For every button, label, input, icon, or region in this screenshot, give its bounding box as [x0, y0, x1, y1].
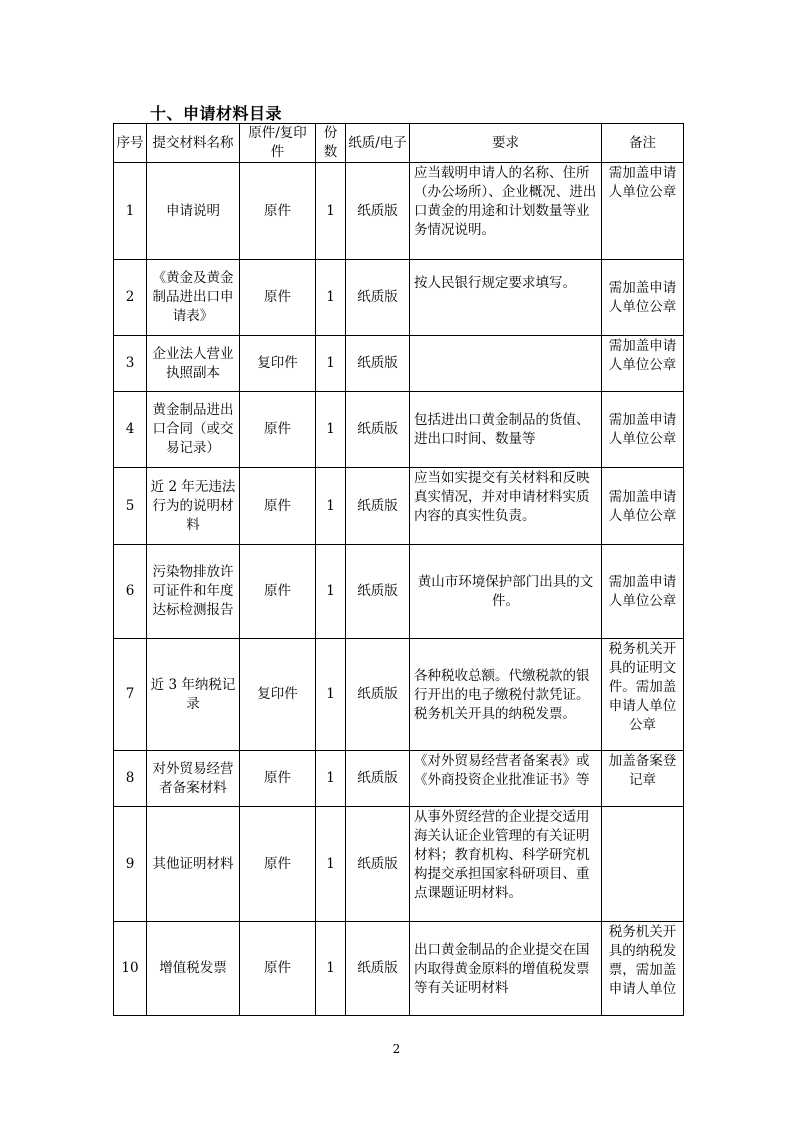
header-type: 原件/复印件	[240, 124, 316, 163]
cell-seq: 5	[114, 468, 147, 545]
cell-medium: 纸质版	[346, 807, 410, 922]
cell-name: 近 3 年纳税记录	[147, 639, 240, 751]
cell-copies: 1	[316, 468, 346, 545]
cell-medium: 纸质版	[346, 751, 410, 807]
cell-seq: 10	[114, 922, 147, 1016]
cell-type: 原件	[240, 260, 316, 336]
section-heading: 十、申请材料目录	[150, 104, 283, 123]
cell-type: 原件	[240, 922, 316, 1016]
header-copies: 份数	[316, 124, 346, 163]
cell-requirement: 黄山市环境保护部门出具的文件。	[410, 545, 602, 639]
cell-copies: 1	[316, 260, 346, 336]
table-row	[114, 639, 684, 751]
cell-medium: 纸质版	[346, 392, 410, 468]
header-seq: 序号	[114, 124, 147, 163]
table-row	[114, 922, 684, 1016]
cell-requirement: 包括进出口黄金制品的货值、进出口时间、数量等	[410, 392, 602, 468]
cell-name: 对外贸易经营者备案材料	[147, 751, 240, 807]
cell-medium: 纸质版	[346, 260, 410, 336]
cell-copies: 1	[316, 807, 346, 922]
cell-note: 税务机关开具的纳税发票，需加盖申请人单位	[602, 922, 684, 1016]
cell-requirement: 《对外贸易经营者备案表》或《外商投资企业批准证书》等	[410, 751, 602, 807]
table-header-row	[114, 124, 684, 163]
header-name: 提交材料名称	[147, 124, 240, 163]
cell-copies: 1	[316, 751, 346, 807]
cell-name: 增值税发票	[147, 922, 240, 1016]
cell-type: 复印件	[240, 336, 316, 392]
header-requirement: 要求	[410, 124, 602, 163]
cell-name: 黄金制品进出口合同（或交易记录）	[147, 392, 240, 468]
cell-type: 原件	[240, 807, 316, 922]
table-row	[114, 163, 684, 260]
cell-type: 复印件	[240, 639, 316, 751]
cell-name: 《黄金及黄金制品进出口申请表》	[147, 260, 240, 336]
cell-seq: 9	[114, 807, 147, 922]
cell-seq: 2	[114, 260, 147, 336]
cell-requirement: 应当载明申请人的名称、住所（办公场所）、企业概况、进出口黄金的用途和计划数量等业务情况说明。	[410, 163, 602, 260]
cell-note: 需加盖申请人单位公章	[602, 545, 684, 639]
cell-copies: 1	[316, 392, 346, 468]
cell-medium: 纸质版	[346, 639, 410, 751]
cell-copies: 1	[316, 922, 346, 1016]
cell-requirement: 应当如实提交有关材料和反映真实情况，并对申请材料实质内容的真实性负责。	[410, 468, 602, 545]
cell-seq: 7	[114, 639, 147, 751]
cell-type: 原件	[240, 468, 316, 545]
cell-requirement: 出口黄金制品的企业提交在国内取得黄金原料的增值税发票等有关证明材料	[410, 922, 602, 1016]
cell-name: 其他证明材料	[147, 807, 240, 922]
cell-name: 污染物排放许可证件和年度达标检测报告	[147, 545, 240, 639]
cell-type: 原件	[240, 163, 316, 260]
table-row	[114, 468, 684, 545]
cell-name: 近 2 年无违法行为的说明材料	[147, 468, 240, 545]
cell-copies: 1	[316, 639, 346, 751]
cell-copies: 1	[316, 163, 346, 260]
cell-note: 需加盖申请人单位公章	[602, 260, 684, 336]
cell-note: 加盖备案登记章	[602, 751, 684, 807]
header-medium: 纸质/电子	[346, 124, 410, 163]
table-row	[114, 807, 684, 922]
cell-medium: 纸质版	[346, 545, 410, 639]
cell-requirement: 各种税收总额。代缴税款的银行开出的电子缴税付款凭证。税务机关开具的纳税发票。	[410, 639, 602, 751]
cell-note: 需加盖申请人单位公章	[602, 468, 684, 545]
page-number: 2	[392, 1042, 401, 1056]
cell-medium: 纸质版	[346, 468, 410, 545]
cell-seq: 8	[114, 751, 147, 807]
cell-seq: 4	[114, 392, 147, 468]
cell-requirement: 从事外贸经营的企业提交适用海关认证企业管理的有关证明材料；教育机构、科学研究机构提交承担国家科研项目、重点课题证明材料。	[410, 807, 602, 922]
cell-name: 企业法人营业执照副本	[147, 336, 240, 392]
cell-copies: 1	[316, 336, 346, 392]
materials-table	[113, 123, 684, 1016]
cell-name: 申请说明	[147, 163, 240, 260]
cell-medium: 纸质版	[346, 336, 410, 392]
cell-seq: 1	[114, 163, 147, 260]
cell-medium: 纸质版	[346, 922, 410, 1016]
cell-copies: 1	[316, 545, 346, 639]
cell-medium: 纸质版	[346, 163, 410, 260]
cell-note: 需加盖申请人单位公章	[602, 336, 684, 392]
cell-type: 原件	[240, 751, 316, 807]
table-row	[114, 260, 684, 336]
table-row	[114, 336, 684, 392]
cell-note	[602, 807, 684, 922]
table-row	[114, 392, 684, 468]
cell-seq: 6	[114, 545, 147, 639]
cell-seq: 3	[114, 336, 147, 392]
table-row	[114, 751, 684, 807]
cell-note: 税务机关开具的证明文件。需加盖申请人单位公章	[602, 639, 684, 751]
header-note: 备注	[602, 124, 684, 163]
cell-note: 需加盖申请人单位公章	[602, 163, 684, 260]
table-row	[114, 545, 684, 639]
cell-note: 需加盖申请人单位公章	[602, 392, 684, 468]
cell-requirement: 按人民银行规定要求填写。	[410, 260, 602, 336]
cell-type: 原件	[240, 545, 316, 639]
cell-requirement	[410, 336, 602, 392]
cell-type: 原件	[240, 392, 316, 468]
